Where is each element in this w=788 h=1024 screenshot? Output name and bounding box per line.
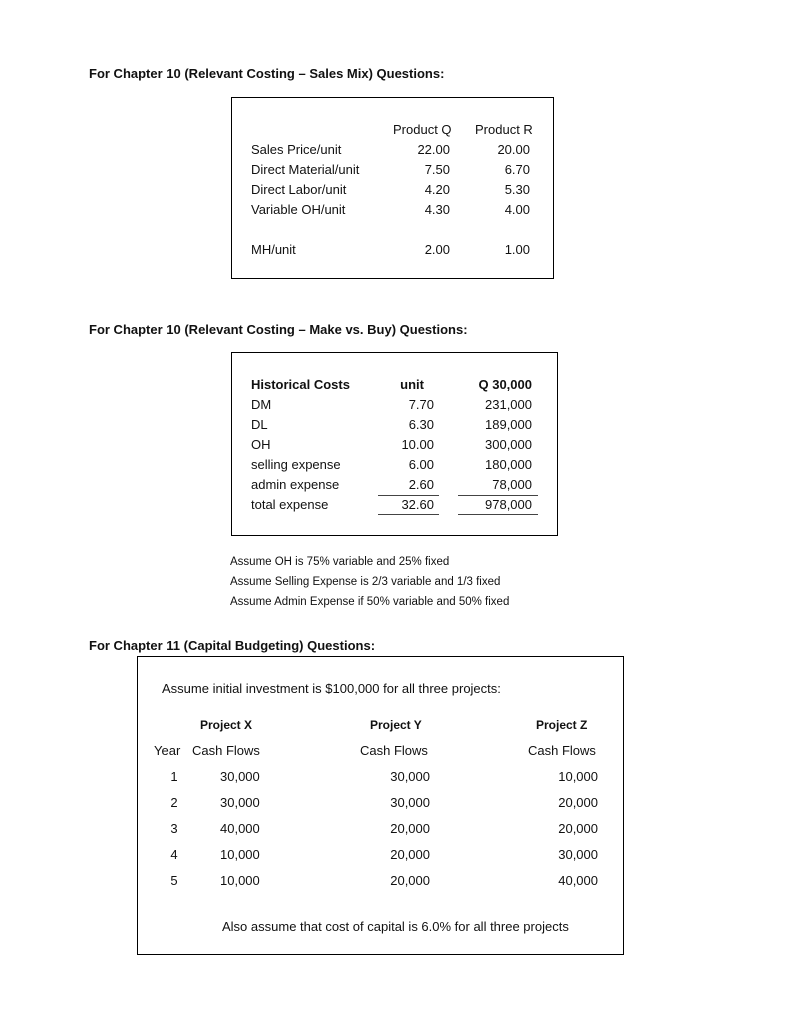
product-q-value: 22.00 (417, 142, 450, 157)
subtotal-underline (458, 495, 538, 496)
total-value: 231,000 (485, 397, 532, 412)
row-label: Variable OH/unit (251, 202, 346, 217)
capital-budgeting-table (137, 656, 624, 955)
unit-value: 7.70 (408, 397, 434, 412)
row-label: OH (251, 437, 271, 452)
product-r-header: Product R (475, 122, 533, 137)
product-r-value: 20.00 (497, 142, 530, 157)
assumption-note: Assume OH is 75% variable and 25% fixed (230, 556, 450, 568)
year-value: 4 (170, 847, 178, 862)
total-value: 300,000 (485, 437, 532, 452)
product-r-value: 1.00 (504, 242, 530, 257)
unit-value: 10.00 (401, 437, 434, 452)
project-x-header: Project X (200, 718, 253, 732)
unit-value: 6.30 (408, 417, 434, 432)
cash-flows-z-header: Cash Flows (528, 743, 596, 758)
cost-of-capital-note: Also assume that cost of capital is 6.0% for all three projects (222, 919, 569, 934)
project-y-cash-flow: 20,000 (390, 873, 430, 888)
historical-costs-header: Historical Costs (251, 377, 350, 392)
row-label: MH/unit (251, 242, 296, 257)
assumption-note: Assume Admin Expense if 50% variable and 50% fixed (230, 596, 510, 608)
project-y-cash-flow: 20,000 (390, 821, 430, 836)
unit-header: unit (400, 377, 424, 392)
grand-total-value: 978,000 (485, 497, 532, 512)
row-label: DM (251, 397, 272, 412)
project-x-cash-flow: 30,000 (220, 795, 260, 810)
project-x-cash-flow: 40,000 (220, 821, 260, 836)
project-z-cash-flow: 40,000 (558, 873, 598, 888)
row-label: admin expense (251, 477, 340, 492)
product-q-value: 4.30 (424, 202, 450, 217)
year-header: Year (154, 743, 181, 758)
total-value: 180,000 (485, 457, 532, 472)
product-q-header: Product Q (393, 122, 452, 137)
year-value: 2 (170, 795, 178, 810)
total-value: 78,000 (492, 477, 532, 492)
subtotal-underline (378, 495, 439, 496)
initial-investment-text: Assume initial investment is $100,000 for all three projects: (162, 681, 501, 696)
row-label: DL (251, 417, 268, 432)
project-z-cash-flow: 30,000 (558, 847, 598, 862)
cash-flows-x-header: Cash Flows (192, 743, 260, 758)
project-z-cash-flow: 20,000 (558, 795, 598, 810)
product-r-value: 6.70 (504, 162, 530, 177)
total-value: 189,000 (485, 417, 532, 432)
historical-costs-table (231, 352, 558, 536)
sales-mix-heading: For Chapter 10 (Relevant Costing – Sales Mix) Questions: (89, 66, 445, 81)
total-unit-value: 32.60 (401, 497, 434, 512)
unit-value: 2.60 (408, 477, 434, 492)
project-x-cash-flow: 10,000 (220, 873, 260, 888)
year-value: 1 (170, 769, 178, 784)
product-r-value: 5.30 (504, 182, 530, 197)
year-value: 5 (170, 873, 178, 888)
unit-value: 6.00 (408, 457, 434, 472)
project-x-cash-flow: 30,000 (220, 769, 260, 784)
project-x-cash-flow: 10,000 (220, 847, 260, 862)
row-label: Direct Material/unit (251, 162, 360, 177)
project-z-header: Project Z (536, 718, 588, 732)
project-z-cash-flow: 20,000 (558, 821, 598, 836)
cash-flows-y-header: Cash Flows (360, 743, 428, 758)
make-vs-buy-heading: For Chapter 10 (Relevant Costing – Make vs. Buy) Questions: (89, 322, 468, 337)
row-label: Direct Labor/unit (251, 182, 347, 197)
total-underline (458, 514, 538, 515)
row-label: Sales Price/unit (251, 142, 342, 157)
total-header: Q 30,000 (478, 377, 532, 392)
project-y-cash-flow: 20,000 (390, 847, 430, 862)
capital-budgeting-heading: For Chapter 11 (Capital Budgeting) Questions: (89, 638, 376, 653)
project-y-cash-flow: 30,000 (390, 769, 430, 784)
total-underline (378, 514, 439, 515)
assumption-note: Assume Selling Expense is 2/3 variable and 1/3 fixed (230, 576, 501, 588)
project-y-cash-flow: 30,000 (390, 795, 430, 810)
row-label: selling expense (251, 457, 341, 472)
year-value: 3 (170, 821, 178, 836)
project-y-header: Project Y (370, 718, 422, 732)
product-r-value: 4.00 (504, 202, 530, 217)
total-row-label: total expense (251, 497, 329, 512)
sales-mix-table (231, 97, 554, 279)
product-q-value: 7.50 (424, 162, 450, 177)
project-z-cash-flow: 10,000 (558, 769, 598, 784)
product-q-value: 2.00 (424, 242, 450, 257)
product-q-value: 4.20 (424, 182, 450, 197)
